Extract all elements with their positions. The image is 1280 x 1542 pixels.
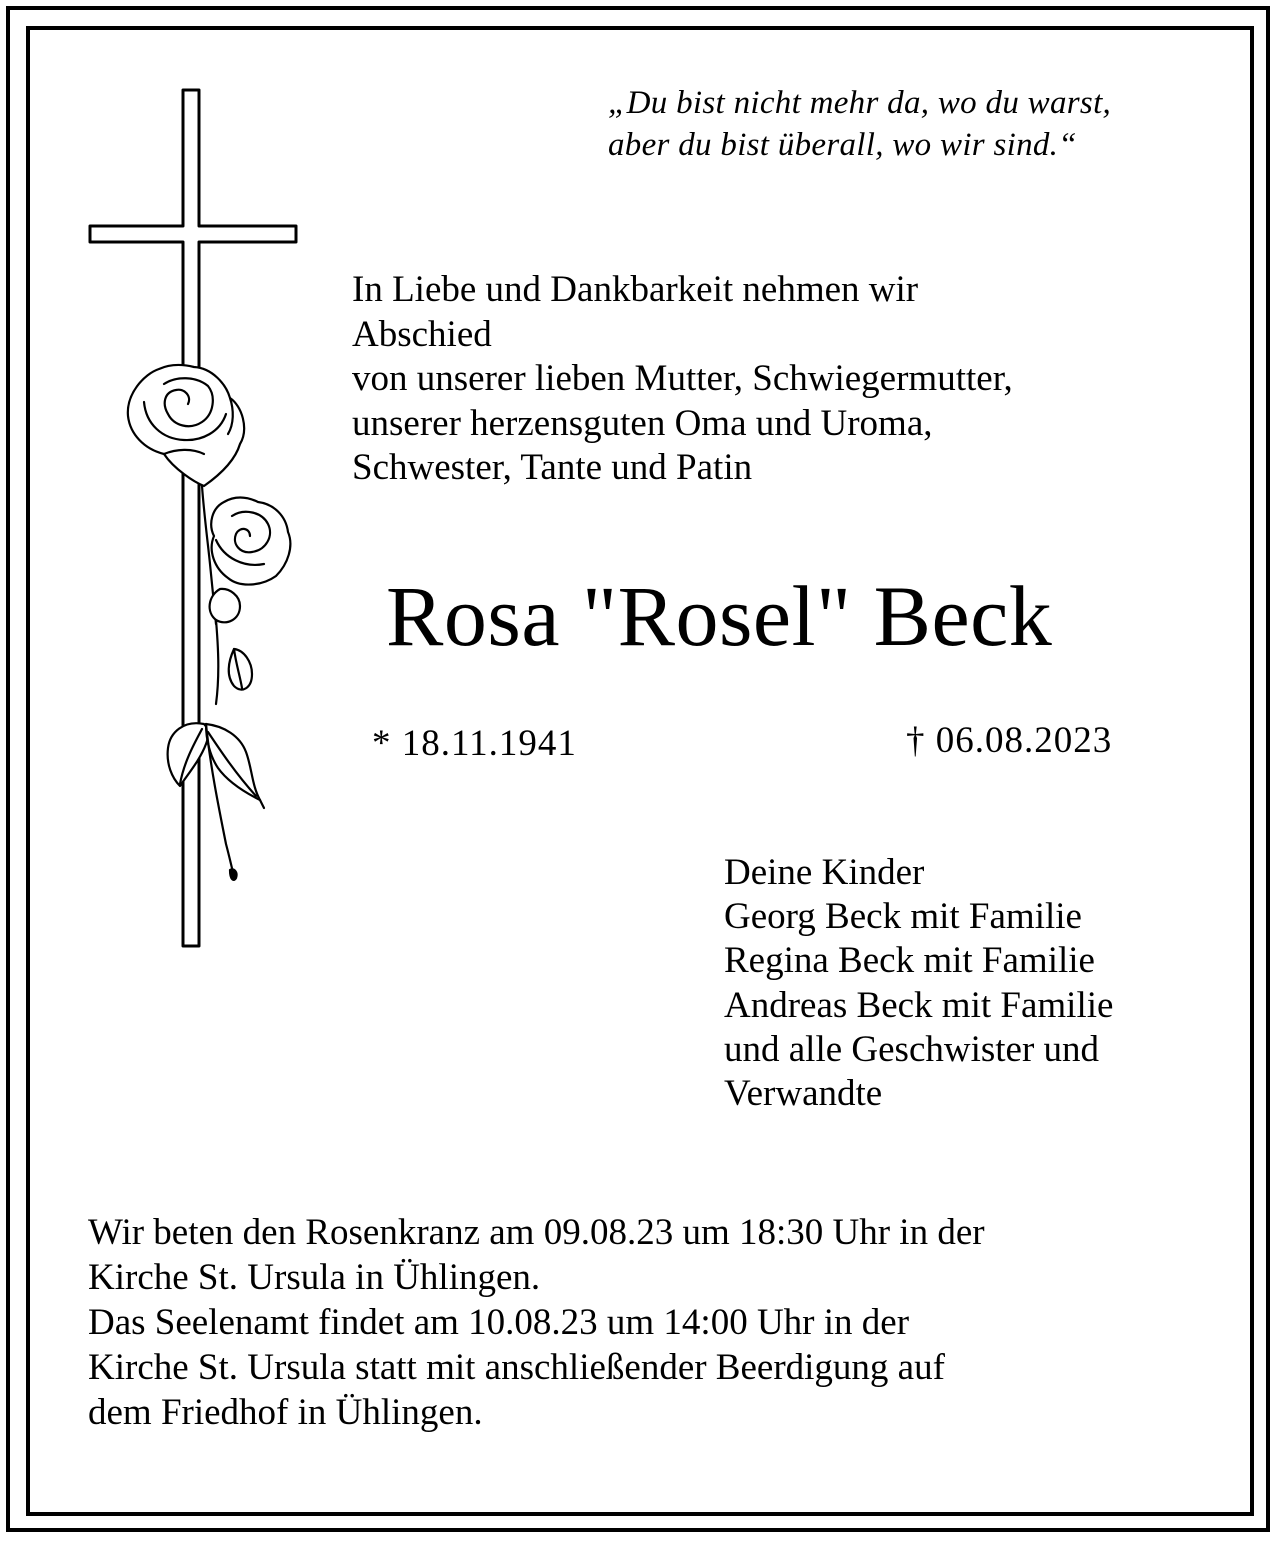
cross-with-roses-icon	[84, 84, 304, 954]
intro-line: Schwester, Tante und Patin	[352, 447, 753, 488]
quote-line: „Du bist nicht mehr da, wo du warst,	[608, 85, 1112, 121]
death-date: † 06.08.2023	[906, 720, 1113, 761]
service-line: Kirche St. Ursula statt mit anschließender Beerdigung auf	[88, 1347, 945, 1388]
family-line: Andreas Beck mit Familie	[724, 984, 1114, 1026]
service-line: dem Friedhof in Ühlingen.	[88, 1392, 483, 1433]
quote-line: aber du bist überall, wo wir sind.“	[608, 127, 1077, 163]
intro-text	[352, 268, 1013, 491]
quote	[608, 82, 1111, 166]
service-line: Kirche St. Ursula in Ühlingen.	[88, 1257, 541, 1298]
family-line: Deine Kinder	[724, 852, 925, 893]
family-signature	[724, 851, 1113, 1116]
deceased-name: Rosa "Rosel" Beck	[386, 568, 1053, 664]
family-line: und alle Geschwister und	[724, 1028, 1100, 1070]
birth-date: * 18.11.1941	[372, 723, 577, 764]
family-line: Verwandte	[724, 1073, 883, 1115]
intro-line: von unserer lieben Mutter, Schwiegermutter,	[352, 358, 1013, 399]
family-line: Regina Beck mit Familie	[724, 940, 1095, 982]
service-line: Das Seelenamt findet am 10.08.23 um 14:00 Uhr in der	[88, 1302, 910, 1343]
intro-line: unserer herzensguten Oma und Uroma,	[352, 402, 933, 444]
service-line: Wir beten den Rosenkranz am 09.08.23 um 18:30 Uhr in der	[88, 1212, 985, 1253]
family-line: Georg Beck mit Familie	[724, 896, 1082, 938]
service-info	[88, 1210, 985, 1435]
intro-line: Abschied	[352, 313, 492, 355]
intro-line: In Liebe und Dankbarkeit nehmen wir	[352, 269, 919, 310]
